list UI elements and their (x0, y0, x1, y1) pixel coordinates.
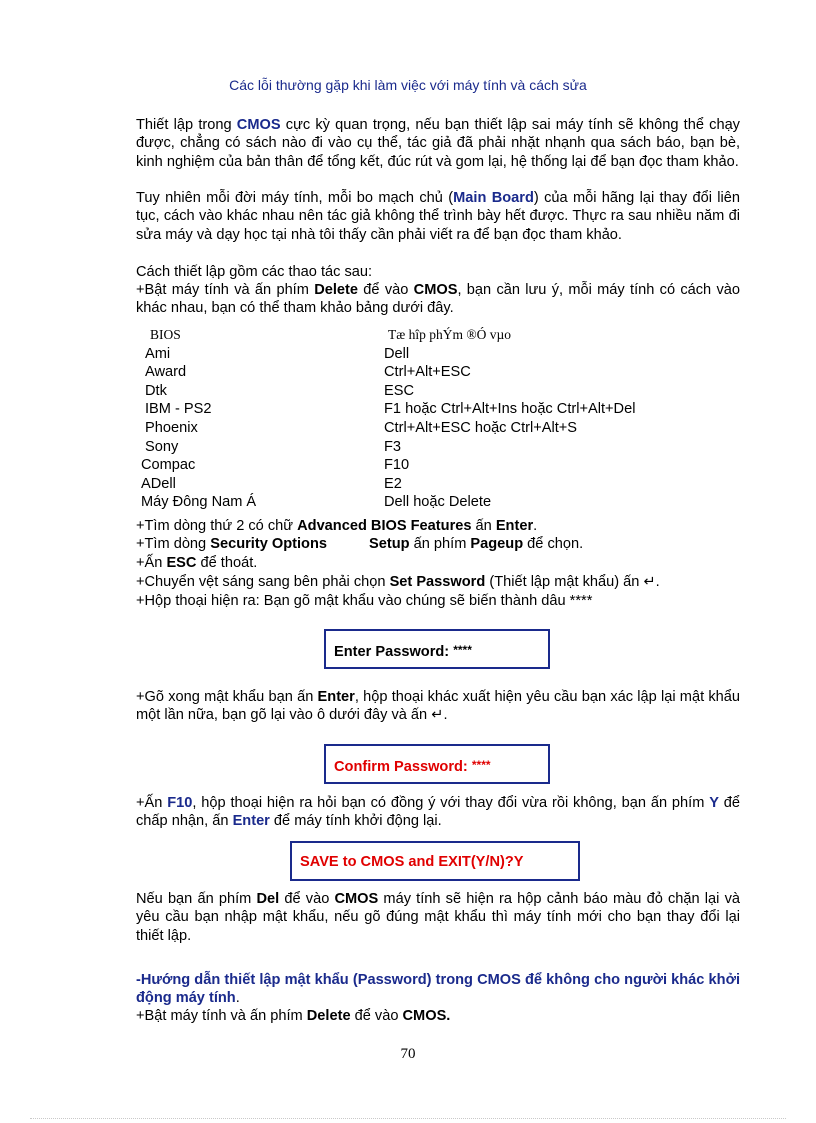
text: để thoát. (196, 555, 258, 571)
table-row (136, 475, 736, 494)
text: máy tính sẽ hiện ra hộp cảnh báo màu đỏ chặn lại và yêu cầu bạn nhập mật khẩu, nếu gõ đúng mật khẩu thì máy tính mới cho bạn thay đổi lại thiết lập. (136, 891, 740, 944)
step-dialog: +Hộp thoại hiện ra: Bạn gõ mật khẩu vào chúng sẽ biến thành dâu **** (136, 593, 593, 609)
cmos-term: CMOS. (402, 1008, 451, 1024)
text: Nếu bạn ấn phím (136, 891, 257, 907)
retype-paragraph (136, 688, 740, 725)
esc-key: ESC (166, 555, 197, 571)
heading-text: -Hướng dẫn thiết lập mật khẩu (Password) trong CMOS để không cho người khác khởi động máy tính (136, 972, 740, 1007)
text: để chọn. (523, 536, 584, 552)
box-label: Confirm Password: (334, 759, 472, 775)
text: cực kỳ quan trọng, nếu bạn thiết lập sai máy tính sẽ không thể chạy được, chẳng có sách nào đi vào cụ thể, tác giả đã phải nhặt nhạnh qua sách báo, bạn bè, kinh nghiệm của bản thân để tổng kết, đúc rút và gom lại, hệ thống lại để bạn đọc tham khảo. (136, 117, 740, 170)
enter-password-box (324, 629, 550, 669)
step-escape (136, 554, 740, 572)
key-combo: Ctrl+Alt+ESC (384, 364, 471, 381)
text: để máy tính khởi động lại. (269, 813, 442, 830)
menu-term: Advanced BIOS Features (297, 518, 472, 534)
box-label: Enter Password: (334, 644, 454, 660)
bios-name: Compac (141, 457, 196, 474)
text: ấn (471, 518, 496, 534)
intro-paragraph-2 (136, 189, 740, 244)
del-key: Del (256, 891, 280, 907)
cmos-term: CMOS (413, 282, 458, 298)
table-row (136, 419, 736, 438)
key-combo: Dell hoặc Delete (384, 494, 492, 511)
intro-paragraph-4 (136, 281, 740, 318)
bios-name: Award (145, 364, 187, 381)
step-security-options (136, 535, 740, 553)
text: +Chuyển vệt sáng sang bên phải chọn (136, 574, 390, 590)
bios-name: IBM - PS2 (145, 401, 212, 418)
text: Tuy nhiên mỗi đời máy tính, mỗi bo mạch chủ ( (136, 190, 454, 206)
bios-name: ADell (141, 475, 176, 492)
bios-name: Dtk (145, 382, 167, 399)
key-combo: F10 (384, 457, 410, 474)
text: Thiết lập trong (136, 117, 237, 133)
text: để vào (350, 1008, 403, 1024)
cmos-term: CMOS (334, 891, 379, 907)
intro-paragraph-3: Cách thiết lập gồm các thao tác sau: (136, 264, 373, 280)
text: (Thiết lập mật khẩu) ấn ↵. (485, 574, 660, 590)
table-header-keys: Tæ hîp phÝm ®Ó vµo (388, 327, 512, 342)
delete-key: Delete (306, 1008, 351, 1024)
step-advanced-bios (136, 517, 740, 535)
warning-paragraph (136, 890, 740, 945)
setup-term: Setup (369, 536, 410, 552)
cmos-term: CMOS (236, 117, 281, 133)
text: ) của mỗi hãng lại thay đổi liên tục, cách vào khác nhau nên tác giả không thể trình bày hết được. Thực ra sau nhiều năm đi sửa máy và dạy học tại nhà tôi thấy cần phải viết ra để bạn đọc tham khảo. (136, 190, 740, 243)
table-header-row (136, 326, 736, 345)
box-label: SAVE to CMOS and EXIT(Y/N)?Y (300, 854, 524, 870)
table-row (136, 363, 736, 382)
guide-step-line (136, 1007, 740, 1025)
text: . (533, 518, 538, 534)
text: +Tìm dòng thứ 2 có chữ (136, 518, 298, 534)
text: +Ấn (136, 555, 167, 571)
pageup-key: Pageup (470, 536, 524, 552)
y-key: Y (709, 795, 719, 811)
f10-key: F10 (167, 795, 193, 811)
page-header: Các lỗi thường gặp khi làm việc với máy tính và cách sửa (229, 77, 587, 93)
step-set-password (136, 573, 740, 591)
bios-name: Máy Đông Nam Á (141, 494, 257, 511)
page-bottom-divider (30, 1118, 786, 1119)
intro-paragraph-1 (136, 116, 740, 171)
key-combo: Ctrl+Alt+ESC hoặc Ctrl+Alt+S (384, 419, 578, 436)
text: để vào (358, 282, 414, 298)
text: , hộp thoại khác xuất hiện yêu cầu bạn xác lập lại mật khẩu một lần nữa, bạn gõ lại vào ô dưới đây và ấn ↵. (136, 689, 740, 724)
page-number: 70 (400, 1046, 416, 1062)
text: +Tìm dòng (136, 536, 211, 552)
save-exit-box (290, 841, 580, 881)
text: ấn phím (409, 536, 471, 552)
table-row (136, 493, 736, 512)
f10-paragraph (136, 794, 740, 831)
menu-term: Security Options (210, 536, 328, 552)
enter-key: Enter (232, 813, 270, 830)
box-value: **** (453, 643, 472, 657)
text: để chấp nhận, ấn (136, 795, 740, 830)
key-combo: F3 (384, 438, 402, 455)
bios-name: Phoenix (145, 419, 198, 436)
table-row (136, 438, 736, 457)
text: để vào (279, 891, 335, 907)
text: +Bật máy tính và ấn phím (136, 1008, 307, 1024)
key-combo: E2 (384, 475, 402, 492)
table-header-bios: BIOS (150, 327, 181, 342)
text: , bạn cần lưu ý, mỗi máy tính có cách vào khác nhau, bạn có thể tham khảo bảng dưới đây. (136, 282, 741, 317)
main-board-term: Main Board (453, 190, 534, 206)
bios-name: Ami (145, 345, 171, 362)
text: +Bật máy tính và ấn phím (136, 282, 315, 298)
bios-name: Sony (145, 438, 179, 455)
confirm-password-box (324, 744, 550, 784)
text: +Ấn (136, 795, 168, 811)
enter-key: Enter (495, 518, 534, 534)
table-row (136, 345, 736, 364)
bios-key-table (136, 326, 736, 512)
text: +Gõ xong mật khẩu bạn ấn (136, 689, 318, 705)
key-combo: F1 hoặc Ctrl+Alt+Ins hoặc Ctrl+Alt+Del (384, 401, 636, 418)
guide-heading (136, 971, 740, 1008)
delete-key: Delete (314, 282, 359, 298)
key-combo: Dell (384, 345, 410, 362)
enter-key: Enter (317, 689, 355, 705)
box-value: **** (471, 758, 491, 772)
table-row (136, 382, 736, 401)
menu-term: Set Password (389, 574, 486, 590)
text: , hộp thoại hiện ra hỏi bạn có đồng ý với thay đổi vừa rồi không, bạn ấn phím (192, 795, 710, 811)
key-combo: ESC (384, 382, 415, 399)
table-row (136, 400, 736, 419)
table-row (136, 456, 736, 475)
heading-end: . (235, 990, 240, 1007)
